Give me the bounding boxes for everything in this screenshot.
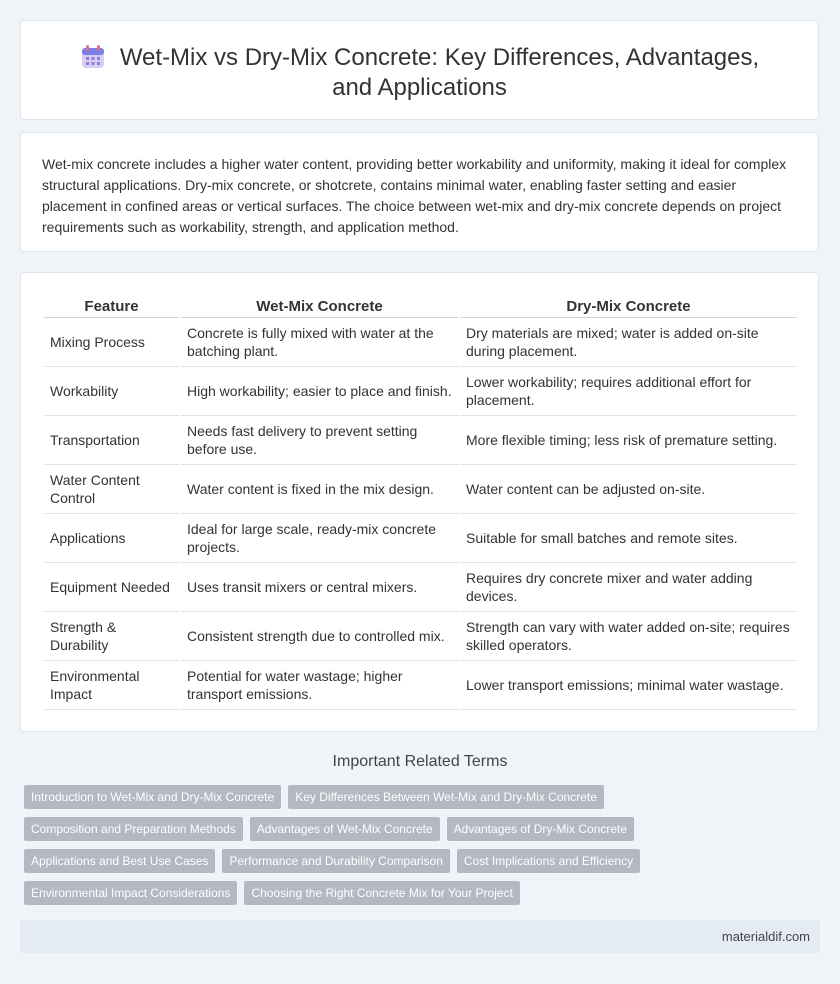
feature-cell: Workability xyxy=(44,367,179,416)
wet-mix-cell: Uses transit mixers or central mixers. xyxy=(181,563,458,612)
wet-mix-cell: Needs fast delivery to prevent setting before use. xyxy=(181,416,458,465)
wet-mix-cell: Ideal for large scale, ready-mix concrete projects. xyxy=(181,514,458,563)
table-row xyxy=(44,318,797,367)
title-wrap xyxy=(61,43,778,103)
related-term-tag[interactable]: Advantages of Wet-Mix Concrete xyxy=(250,817,440,841)
dry-mix-cell: Lower transport emissions; minimal water wastage. xyxy=(460,661,797,710)
related-terms-tags xyxy=(24,785,804,913)
feature-cell: Mixing Process xyxy=(44,318,179,367)
intro-paragraph: Wet-mix concrete includes a higher water content, providing better workability and uniformity, making it ideal for complex structural applications. Dry-mix concrete, or shotcrete, contains minimal water, enabling faster setting and easier placement in confined areas or vertical surfaces. The choice between wet-mix and dry-mix concrete depends on project requirements such as workability, strength, and application method. xyxy=(42,156,787,235)
feature-cell: Environmental Impact xyxy=(44,661,179,710)
wet-mix-cell: Potential for water wastage; higher transport emissions. xyxy=(181,661,458,710)
dry-mix-cell: Dry materials are mixed; water is added on-site during placement. xyxy=(460,318,797,367)
tag-row xyxy=(24,849,804,881)
table-row xyxy=(44,661,797,710)
comparison-table xyxy=(42,296,799,710)
table-row xyxy=(44,367,797,416)
related-term-tag[interactable]: Cost Implications and Efficiency xyxy=(457,849,640,873)
tag-row xyxy=(24,817,804,849)
wet-mix-cell: Water content is fixed in the mix design. xyxy=(181,465,458,514)
wet-mix-cell: Consistent strength due to controlled mix. xyxy=(181,612,458,661)
feature-cell: Transportation xyxy=(44,416,179,465)
feature-cell: Strength & Durability xyxy=(44,612,179,661)
related-term-tag[interactable]: Environmental Impact Considerations xyxy=(24,881,237,905)
dry-mix-cell: Requires dry concrete mixer and water adding devices. xyxy=(460,563,797,612)
wet-mix-cell: Concrete is fully mixed with water at the batching plant. xyxy=(181,318,458,367)
related-term-tag[interactable]: Performance and Durability Comparison xyxy=(222,849,449,873)
footer xyxy=(20,920,820,953)
related-term-tag[interactable]: Composition and Preparation Methods xyxy=(24,817,243,841)
intro-card xyxy=(20,132,819,252)
related-term-tag[interactable]: Applications and Best Use Cases xyxy=(24,849,215,873)
related-term-tag[interactable]: Key Differences Between Wet-Mix and Dry-Mix Concrete xyxy=(288,785,604,809)
table-header-row xyxy=(44,296,797,318)
dry-mix-cell: Strength can vary with water added on-site; requires skilled operators. xyxy=(460,612,797,661)
wet-mix-cell: High workability; easier to place and finish. xyxy=(181,367,458,416)
comparison-card xyxy=(20,272,819,732)
tag-row xyxy=(24,881,804,913)
table-row xyxy=(44,465,797,514)
table-row xyxy=(44,514,797,563)
table-row xyxy=(44,416,797,465)
title-card xyxy=(20,20,819,120)
feature-cell: Equipment Needed xyxy=(44,563,179,612)
related-term-tag[interactable]: Choosing the Right Concrete Mix for Your Project xyxy=(244,881,519,905)
table-row xyxy=(44,563,797,612)
footer-site-link[interactable]: materialdif.com xyxy=(721,929,810,944)
related-terms-heading: Important Related Terms xyxy=(332,753,508,770)
feature-cell: Water Content Control xyxy=(44,465,179,514)
header-feature: Feature xyxy=(44,296,179,318)
dry-mix-cell: Water content can be adjusted on-site. xyxy=(460,465,797,514)
header-dry-mix: Dry-Mix Concrete xyxy=(460,296,797,318)
related-term-tag[interactable]: Advantages of Dry-Mix Concrete xyxy=(447,817,634,841)
table-row xyxy=(44,612,797,661)
header-wet-mix: Wet-Mix Concrete xyxy=(181,296,458,318)
dry-mix-cell: More flexible timing; less risk of premature setting. xyxy=(460,416,797,465)
tag-row xyxy=(24,785,804,817)
related-term-tag[interactable]: Introduction to Wet-Mix and Dry-Mix Concrete xyxy=(24,785,281,809)
calendar-icon xyxy=(80,45,106,69)
page-title: Wet-Mix vs Dry-Mix Concrete: Key Differences, Advantages, and Applications xyxy=(119,44,760,101)
dry-mix-cell: Lower workability; requires additional effort for placement. xyxy=(460,367,797,416)
dry-mix-cell: Suitable for small batches and remote sites. xyxy=(460,514,797,563)
feature-cell: Applications xyxy=(44,514,179,563)
